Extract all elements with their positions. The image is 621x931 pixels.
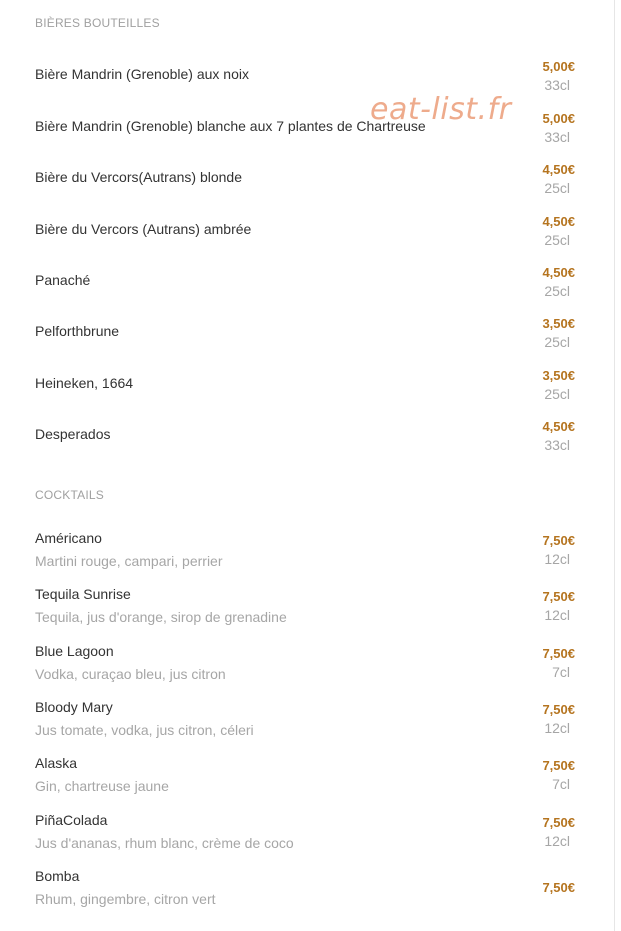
- item-volume: 33cl: [544, 129, 570, 145]
- item-description: Jus d'ananas, rhum blanc, crème de coco: [35, 835, 294, 851]
- item-volume: 25cl: [544, 334, 570, 350]
- item-description: Jus tomate, vodka, jus citron, céleri: [35, 722, 254, 738]
- item-name: Desperados: [35, 426, 111, 442]
- item-price: 4,50€: [542, 214, 575, 229]
- item-price: 4,50€: [542, 419, 575, 434]
- item-description: Gin, chartreuse jaune: [35, 778, 169, 794]
- item-volume: 25cl: [544, 283, 570, 299]
- item-name: Alaska: [35, 755, 78, 771]
- item-volume: 12cl: [544, 607, 570, 623]
- item-name: Blue Lagoon: [35, 643, 114, 659]
- item-description: Martini rouge, campari, perrier: [35, 553, 223, 569]
- item-description: Tequila, jus d'orange, sirop de grenadine: [35, 609, 287, 625]
- item-volume: 33cl: [544, 77, 570, 93]
- item-volume: 25cl: [544, 180, 570, 196]
- item-name: Bière Mandrin (Grenoble) blanche aux 7 plantes de Chartreuse: [35, 118, 426, 134]
- item-name: Bloody Mary: [35, 699, 113, 715]
- item-name: Panaché: [35, 272, 91, 288]
- item-price: 3,50€: [542, 368, 575, 383]
- item-name: PiñaColada: [35, 812, 108, 828]
- item-volume: 12cl: [544, 720, 570, 736]
- item-description: Vodka, curaçao bleu, jus citron: [35, 666, 226, 682]
- watermark-logo: eat-list.fr: [370, 92, 512, 127]
- item-volume: 25cl: [544, 232, 570, 248]
- right-divider: [614, 0, 615, 931]
- item-price: 7,50€: [542, 589, 575, 604]
- section-title-cocktails: COCKTAILS: [35, 488, 104, 502]
- item-price: 5,00€: [542, 59, 575, 74]
- item-volume: 33cl: [544, 437, 570, 453]
- item-description: Rhum, gingembre, citron vert: [35, 891, 216, 907]
- item-name: Heineken, 1664: [35, 375, 134, 391]
- item-price: 4,50€: [542, 162, 575, 177]
- item-price: 7,50€: [542, 758, 575, 773]
- item-price: 7,50€: [542, 702, 575, 717]
- item-name: Américano: [35, 530, 102, 546]
- item-price: 7,50€: [542, 533, 575, 548]
- section-title-bieres: BIÈRES BOUTEILLES: [35, 16, 160, 30]
- item-price: 3,50€: [542, 316, 575, 331]
- item-price: 5,00€: [542, 111, 575, 126]
- item-name: Bière du Vercors (Autrans) ambrée: [35, 221, 252, 237]
- item-name: Tequila Sunrise: [35, 586, 131, 602]
- item-name: Pelforthbrune: [35, 323, 120, 339]
- item-price: 7,50€: [542, 646, 575, 661]
- item-volume: 7cl: [552, 664, 570, 680]
- item-volume: 12cl: [544, 551, 570, 567]
- item-name: Bière Mandrin (Grenoble) aux noix: [35, 66, 249, 82]
- item-name: Bière du Vercors(Autrans) blonde: [35, 169, 242, 185]
- item-volume: 7cl: [552, 776, 570, 792]
- item-price: 4,50€: [542, 265, 575, 280]
- item-price: 7,50€: [542, 815, 575, 830]
- item-name: Bomba: [35, 868, 80, 884]
- item-volume: 12cl: [544, 833, 570, 849]
- item-volume: 25cl: [544, 386, 570, 402]
- item-price: 7,50€: [542, 880, 575, 895]
